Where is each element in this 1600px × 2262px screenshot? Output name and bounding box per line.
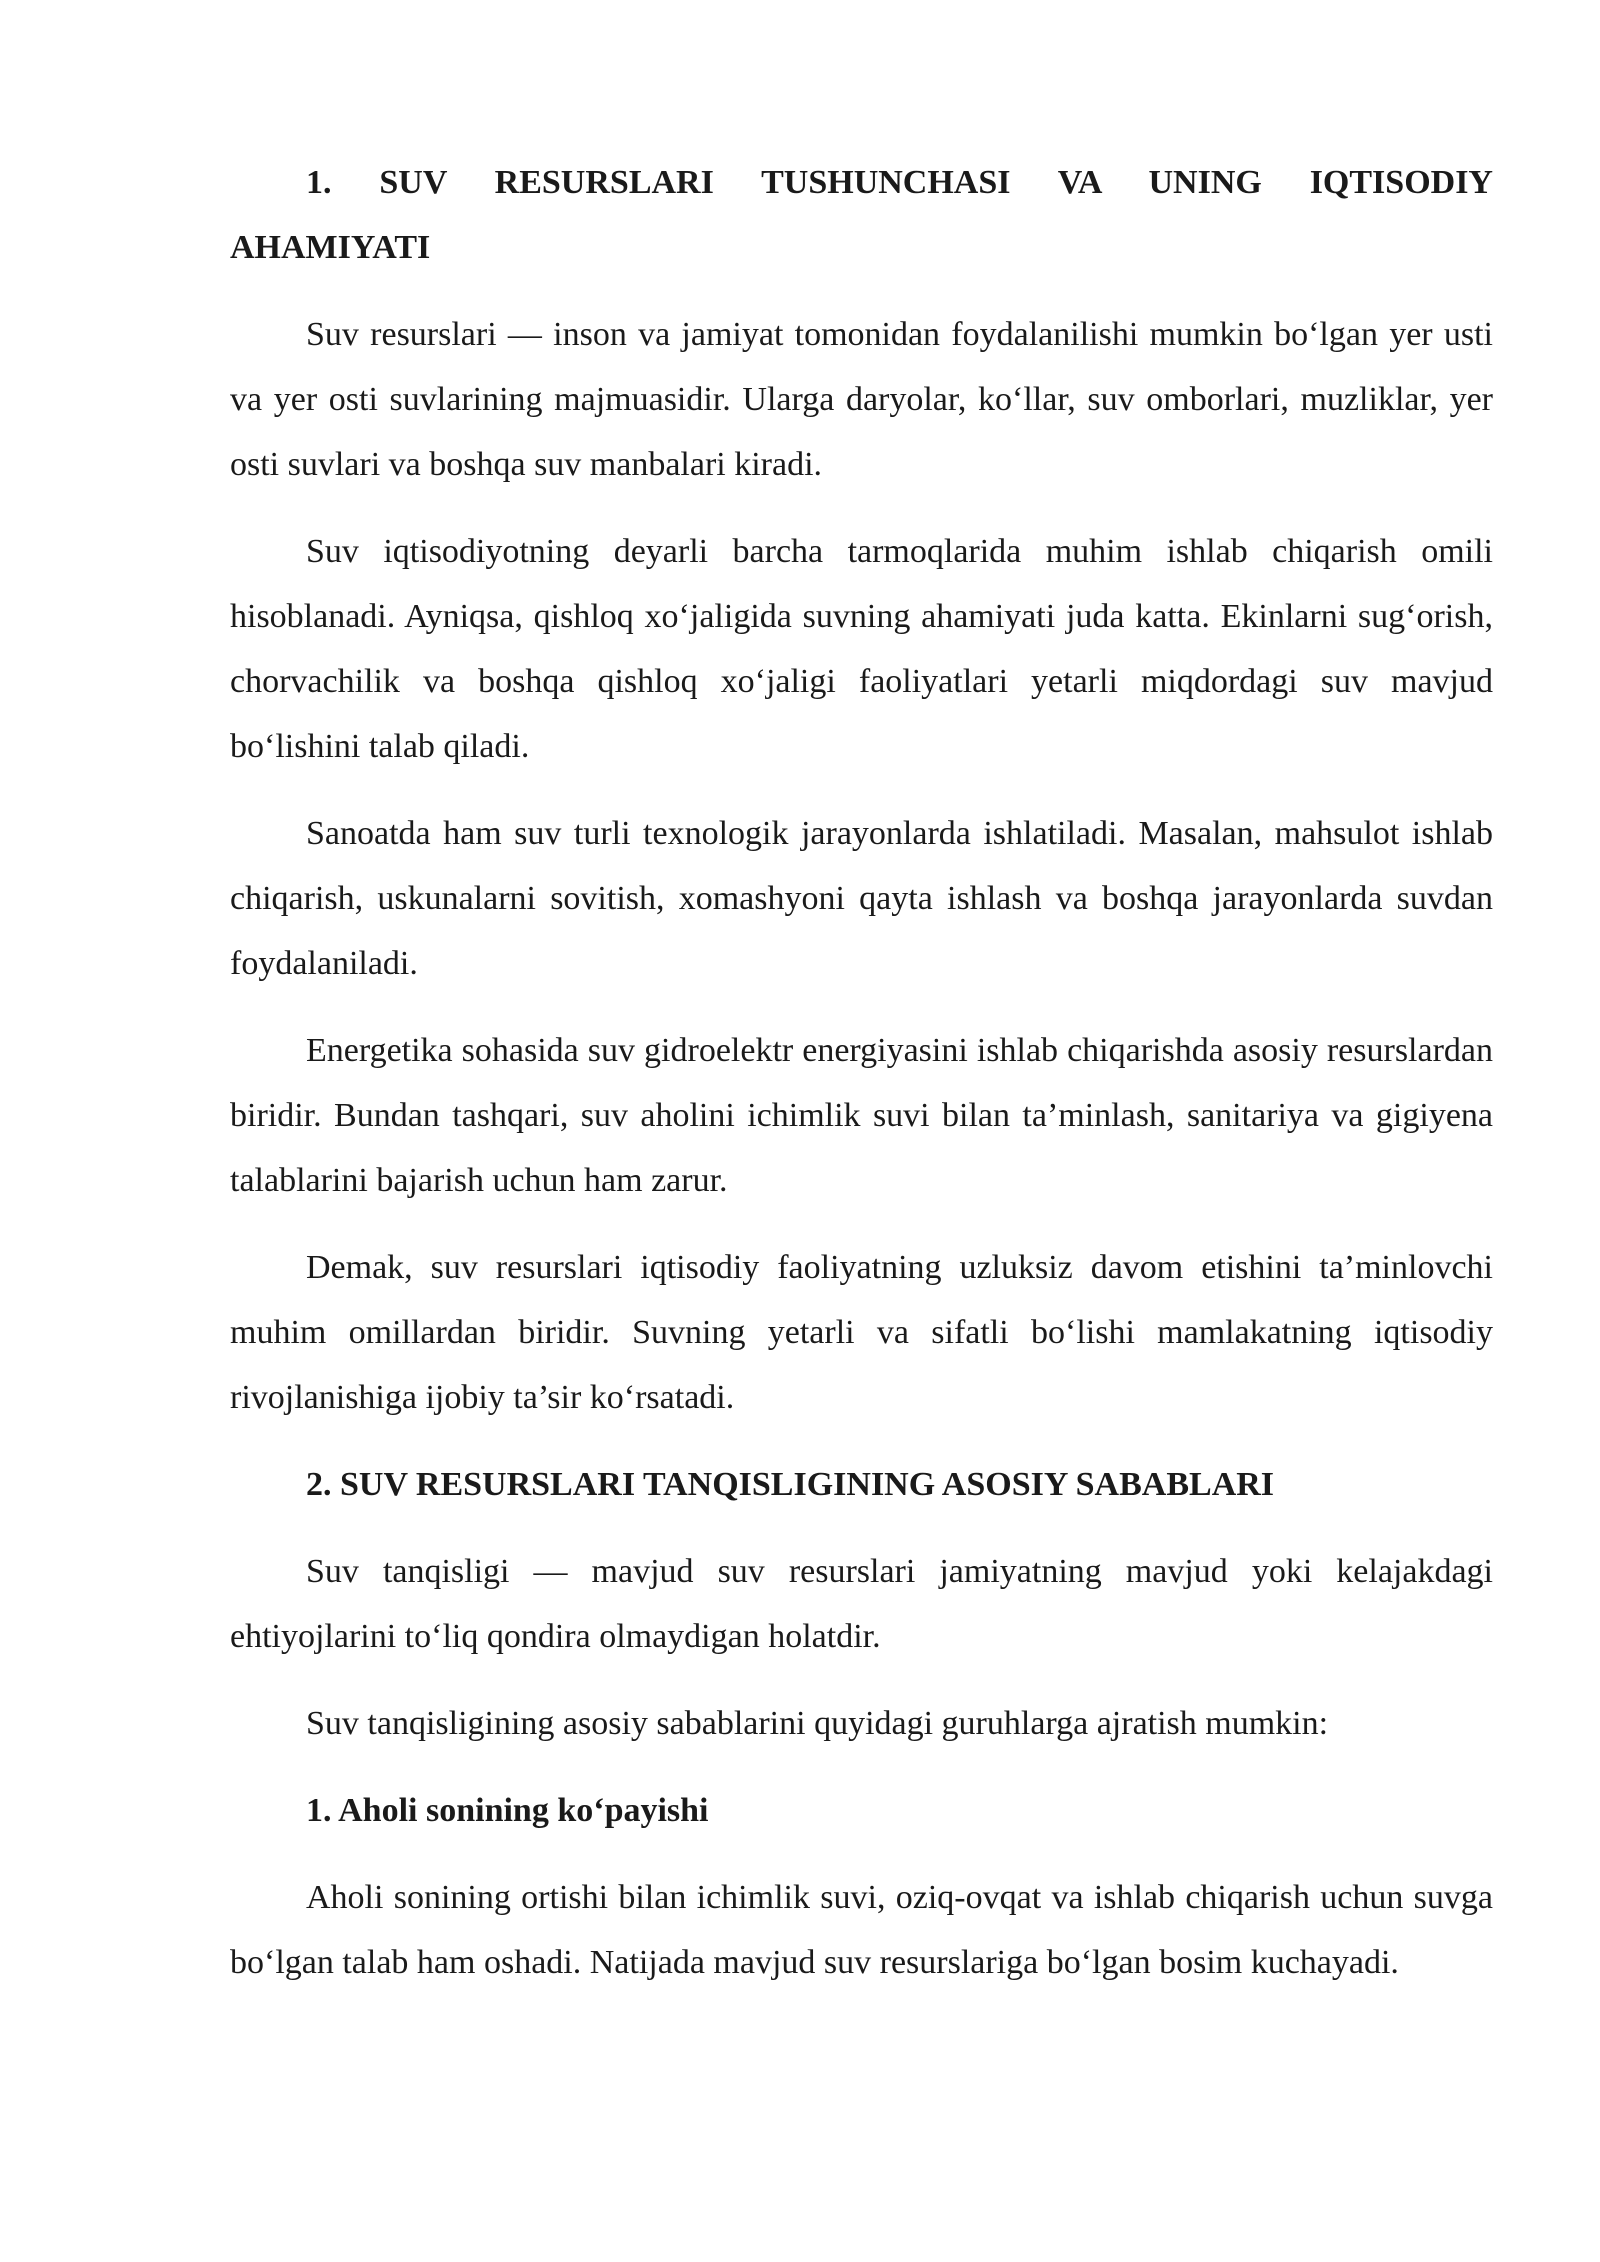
section-1-paragraph-3: Sanoatda ham suv turli texnologik jarayonlarda ishlatiladi. Masalan, mahsulot ishlab chiqarish, uskunalarni sovitish, xomashyoni qayta ishlash va boshqa jarayonlarda suvdan foydalaniladi. bbox=[230, 815, 1493, 982]
section-1-heading: 1. SUV RESURSLARI TUSHUNCHASI VA UNING IQTISODIY AHAMIYATI bbox=[230, 164, 1493, 266]
section-2-paragraph-2: Suv tanqisligining asosiy sabablarini quyidagi guruhlarga ajratish mumkin: bbox=[306, 1705, 1329, 1742]
section-1-paragraph-1: Suv resurslari — inson va jamiyat tomonidan foydalanilishi mumkin bo‘lgan yer usti va yer osti suvlarining majmuasidir. Ularga daryolar, ko‘llar, suv omborlari, muzliklar, yer osti suvlari va boshqa suv manbalari kiradi. bbox=[230, 316, 1493, 483]
section-1-paragraph-2: Suv iqtisodiyotning deyarli barcha tarmoqlarida muhim ishlab chiqarish omili hisoblanadi. Ayniqsa, qishloq xo‘jaligida suvning ahamiyati juda katta. Ekinlarni sug‘orish, chorvachilik va boshqa qishloq xo‘jaligi faoliyatlari yetarli miqdordagi suv mavjud bo‘lishini talab qiladi. bbox=[230, 533, 1493, 765]
subsection-1-paragraph: Aholi sonining ortishi bilan ichimlik suvi, oziq-ovqat va ishlab chiqarish uchun suvga bo‘lgan talab ham oshadi. Natijada mavjud suv resurslariga bo‘lgan bosim kuchayadi. bbox=[230, 1879, 1493, 1981]
document-body bbox=[230, 150, 1493, 2017]
section-2-heading: 2. SUV RESURSLARI TANQISLIGINING ASOSIY SABABLARI bbox=[306, 1466, 1275, 1503]
section-2-paragraph-1: Suv tanqisligi — mavjud suv resurslari jamiyatning mavjud yoki kelajakdagi ehtiyojlarini to‘liq qondira olmaydigan holatdir. bbox=[230, 1553, 1493, 1655]
subsection-1-heading: 1. Aholi sonining ko‘payishi bbox=[306, 1792, 709, 1829]
section-1-paragraph-5: Demak, suv resurslari iqtisodiy faoliyatning uzluksiz davom etishini ta’minlovchi muhim omillardan biridir. Suvning yetarli va sifatli bo‘lishi mamlakatning iqtisodiy rivojlanishiga ijobiy ta’sir ko‘rsatadi. bbox=[230, 1249, 1493, 1416]
section-1-paragraph-4: Energetika sohasida suv gidroelektr energiyasini ishlab chiqarishda asosiy resurslardan biridir. Bundan tashqari, suv aholini ichimlik suvi bilan ta’minlash, sanitariya va gigiyena talablarini bajarish uchun ham zarur. bbox=[230, 1032, 1493, 1199]
